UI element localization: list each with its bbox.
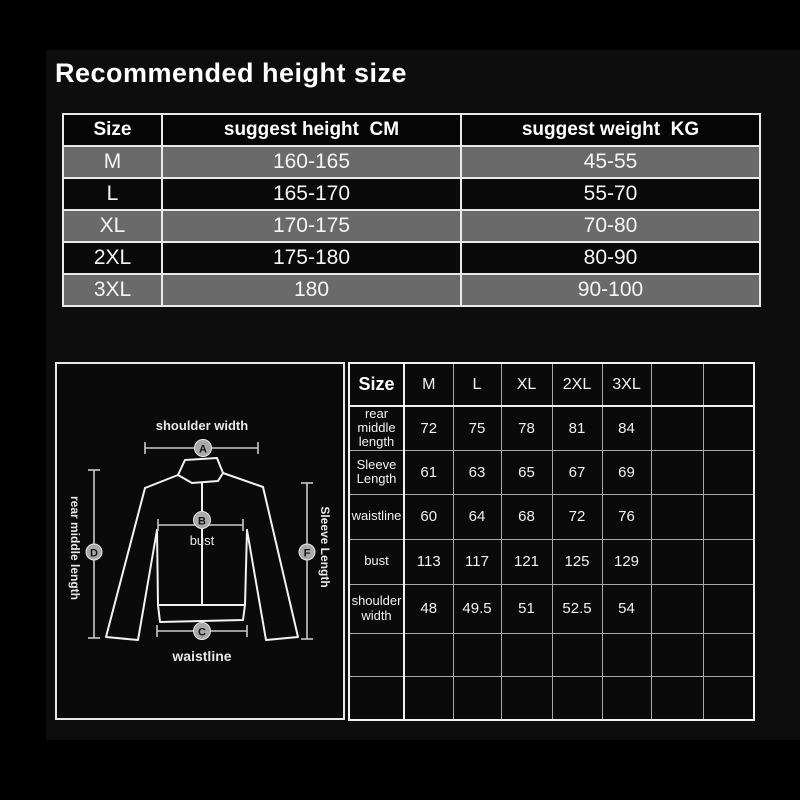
cell-size: L	[63, 178, 162, 210]
cell-value: 84	[602, 406, 651, 450]
cell-value	[703, 584, 754, 633]
page-title: Recommended height size	[55, 58, 408, 88]
cell-value	[703, 406, 754, 450]
cell-value	[404, 633, 453, 676]
cell-value	[651, 450, 703, 494]
cell-height: 165-170	[162, 178, 461, 210]
col-header-size: Size	[349, 363, 404, 406]
cell-height: 170-175	[162, 210, 461, 242]
cell-value: 61	[404, 450, 453, 494]
measure-row-bust	[349, 539, 754, 584]
sleeve-length-label: Sleeve Length	[318, 506, 332, 588]
cell-value: 51	[501, 584, 552, 633]
cell-value: 78	[501, 406, 552, 450]
col-header-l: L	[453, 363, 501, 406]
cell-value	[703, 450, 754, 494]
cell-value	[404, 676, 453, 720]
cell-value: 64	[453, 494, 501, 539]
cell-value	[453, 633, 501, 676]
cell-value	[602, 676, 651, 720]
cell-value: 129	[602, 539, 651, 584]
col-header-empty	[703, 363, 754, 406]
measure-header-row	[349, 363, 754, 406]
cell-value: 52.5	[552, 584, 602, 633]
cell-size: 3XL	[63, 274, 162, 306]
cell-value	[453, 676, 501, 720]
row-label: waistline	[349, 494, 404, 539]
jacket-outline	[106, 458, 298, 640]
marker-c-icon	[194, 623, 211, 640]
cell-value: 117	[453, 539, 501, 584]
cell-weight: 70-80	[461, 210, 760, 242]
measure-row-shoulder-width	[349, 584, 754, 633]
row-label: Sleeve Length	[349, 450, 404, 494]
cell-value	[703, 539, 754, 584]
cell-size: M	[63, 146, 162, 178]
table-row	[63, 210, 760, 242]
col-header-m: M	[404, 363, 453, 406]
cell-height: 180	[162, 274, 461, 306]
waistline-label: waistline	[172, 648, 232, 664]
rear-middle-length-label: rear middle length	[68, 495, 82, 601]
cell-value	[703, 494, 754, 539]
svg-text:D: D	[90, 547, 98, 560]
cell-value	[552, 633, 602, 676]
cell-value: 72	[552, 494, 602, 539]
cell-value	[703, 676, 754, 720]
jacket-diagram-svg	[57, 364, 343, 718]
cell-value: 72	[404, 406, 453, 450]
col-header-size: Size	[63, 114, 162, 146]
col-header-empty	[651, 363, 703, 406]
measure-row-empty	[349, 633, 754, 676]
shoulder-width-label: shoulder width	[155, 418, 249, 433]
table-row	[63, 178, 760, 210]
cell-value: 48	[404, 584, 453, 633]
cell-value	[602, 633, 651, 676]
col-header-xl: XL	[501, 363, 552, 406]
cell-value	[651, 584, 703, 633]
svg-text:F: F	[303, 547, 311, 560]
table-row	[63, 146, 760, 178]
cell-value	[703, 633, 754, 676]
cell-value: 54	[602, 584, 651, 633]
cell-value: 60	[404, 494, 453, 539]
cell-value: 67	[552, 450, 602, 494]
col-header-3xl: 3XL	[602, 363, 651, 406]
cell-size: XL	[63, 210, 162, 242]
cell-value	[651, 494, 703, 539]
cell-value: 76	[602, 494, 651, 539]
measure-row-empty	[349, 676, 754, 720]
measure-row-rear-middle-length	[349, 406, 754, 450]
cell-value	[651, 406, 703, 450]
cell-value: 75	[453, 406, 501, 450]
cell-value: 81	[552, 406, 602, 450]
cell-weight: 45-55	[461, 146, 760, 178]
row-label: rear middle length	[349, 406, 404, 450]
cell-weight: 55-70	[461, 178, 760, 210]
col-header-2xl: 2XL	[552, 363, 602, 406]
cell-value: 63	[453, 450, 501, 494]
cell-value: 68	[501, 494, 552, 539]
jacket-measurement-diagram	[55, 362, 345, 720]
cell-value: 49.5	[453, 584, 501, 633]
table-row	[63, 242, 760, 274]
row-label	[349, 676, 404, 720]
row-label: bust	[349, 539, 404, 584]
cell-height: 175-180	[162, 242, 461, 274]
cell-value	[651, 539, 703, 584]
cell-value: 125	[552, 539, 602, 584]
cell-value	[552, 676, 602, 720]
cell-value: 121	[501, 539, 552, 584]
measure-row-sleeve-length	[349, 450, 754, 494]
cell-value: 65	[501, 450, 552, 494]
cell-size: 2XL	[63, 242, 162, 274]
svg-text:B: B	[198, 515, 206, 528]
svg-text:A: A	[199, 443, 207, 456]
marker-d-icon	[86, 544, 102, 560]
cell-value: 113	[404, 539, 453, 584]
svg-text:C: C	[198, 626, 206, 639]
cell-value	[501, 676, 552, 720]
garment-measurements-table	[348, 362, 755, 721]
marker-f-icon	[299, 544, 315, 560]
cell-value: 69	[602, 450, 651, 494]
bust-label: bust	[189, 533, 215, 548]
table-header-row	[63, 114, 760, 146]
cell-value	[651, 633, 703, 676]
row-label	[349, 633, 404, 676]
row-label: shoulder width	[349, 584, 404, 633]
measure-row-waistline	[349, 494, 754, 539]
height-weight-table	[62, 113, 761, 307]
sleeve-length-measure-line	[301, 483, 313, 639]
marker-a-icon	[195, 440, 212, 457]
cell-value	[651, 676, 703, 720]
marker-b-icon	[194, 512, 211, 529]
cell-weight: 80-90	[461, 242, 760, 274]
col-header-weight: suggest weight KG	[461, 114, 760, 146]
cell-weight: 90-100	[461, 274, 760, 306]
col-header-height: suggest height CM	[162, 114, 461, 146]
table-row	[63, 274, 760, 306]
cell-height: 160-165	[162, 146, 461, 178]
cell-value	[501, 633, 552, 676]
